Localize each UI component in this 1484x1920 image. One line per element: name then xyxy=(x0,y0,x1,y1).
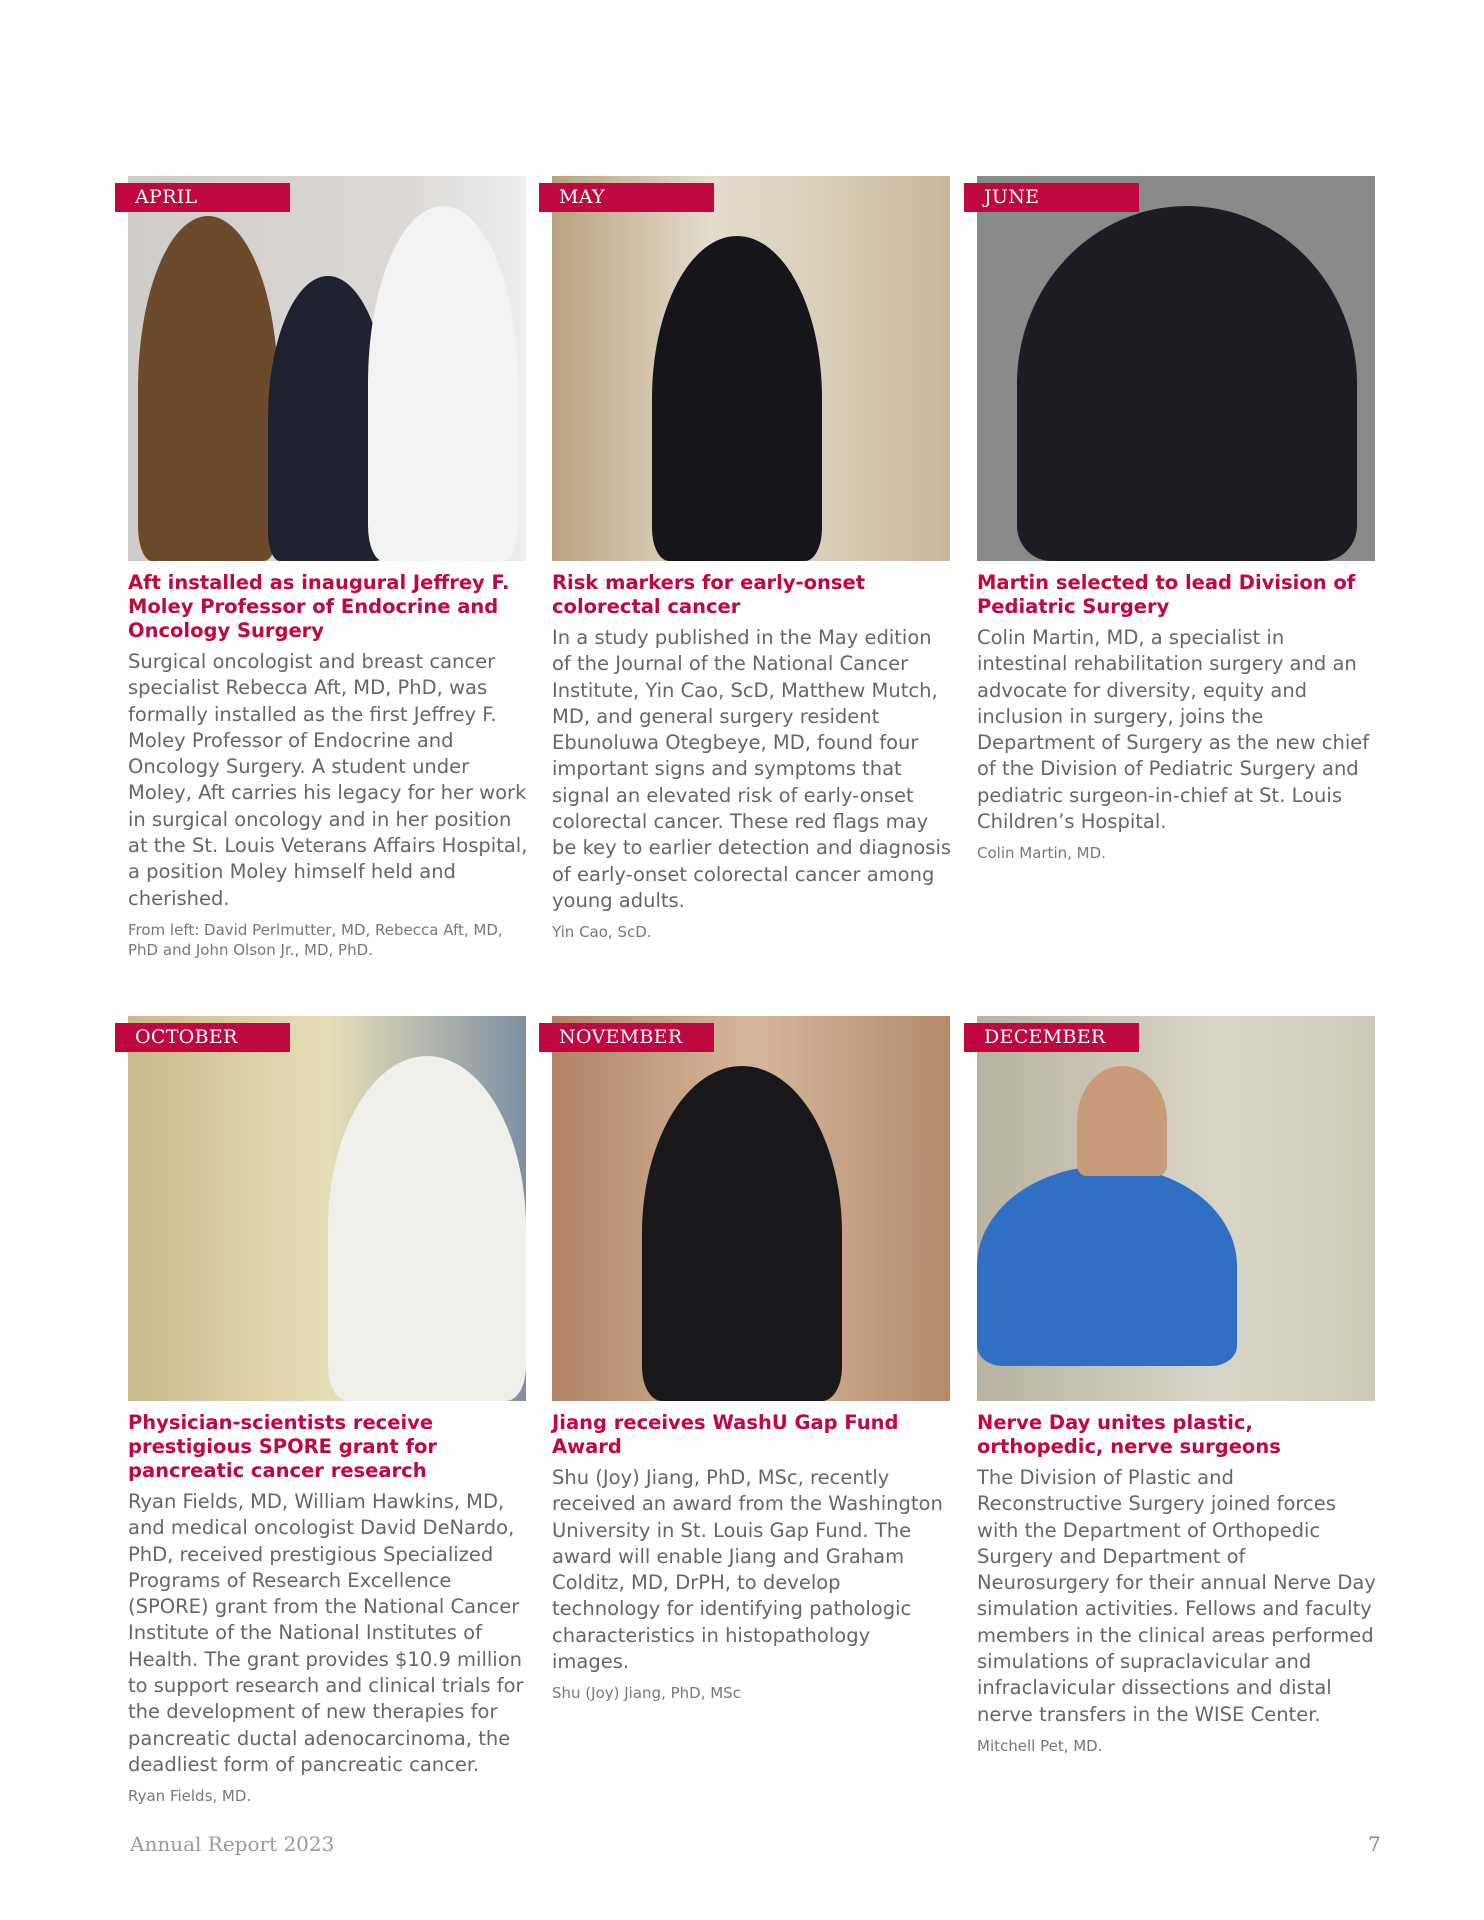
month-label: NOVEMBER xyxy=(539,1023,714,1052)
photo xyxy=(552,176,950,561)
headline: Martin selected to lead Division of Pediatric Surgery xyxy=(977,571,1356,618)
photo-caption: Shu (Joy) Jiang, PhD, MSc xyxy=(552,1684,741,1703)
photo-caption: From left: David Perlmutter, MD, Rebecca Aft, MD, PhD and John Olson Jr., MD, PhD. xyxy=(128,920,503,959)
photo-caption: Ryan Fields, MD. xyxy=(128,1787,252,1806)
headline: Aft installed as inaugural Jeffrey F. Moley Professor of Endocrine and Oncology Surgery xyxy=(128,571,510,642)
body-text: Ryan Fields, MD, William Hawkins, MD, and medical oncologist David DeNardo, PhD, received prestigious Specialized Programs of Research Excellence (SPORE) grant from the National Cancer Institute of the National Institutes of Health. The grant provides $10.9 million to support research and clinical trials for the development of new therapies for pancreatic ductal adenocarcinoma, the deadliest form of pancreatic cancer. xyxy=(128,1490,524,1776)
month-label: OCTOBER xyxy=(115,1023,290,1052)
photo xyxy=(977,1016,1375,1401)
month-label: JUNE xyxy=(964,183,1139,212)
photo xyxy=(128,1016,526,1401)
body-text: Colin Martin, MD, a specialist in intestinal rehabilitation surgery and an advocate for diversity, equity and inclusion in surgery, joins the Department of Surgery as the new chief of the Division of Pediatric Surgery and pediatric surgeon-in-chief at St. Louis Children’s Hospital. xyxy=(977,626,1370,834)
headline: Physician-scientists receive prestigious SPORE grant for pancreatic cancer research xyxy=(128,1411,437,1482)
photo-caption: Colin Martin, MD. xyxy=(977,844,1106,863)
photo xyxy=(977,176,1375,561)
month-label: DECEMBER xyxy=(964,1023,1139,1052)
month-label: APRIL xyxy=(115,183,290,212)
photo xyxy=(128,176,526,561)
body-text: Shu (Joy) Jiang, PhD, MSc, recently received an award from the Washington University in St. Louis Gap Fund. The award will enable Jiang and Graham Colditz, MD, DrPH, to develop technology for identifying pathologic characteristics in histopathology images. xyxy=(552,1466,943,1674)
photo xyxy=(552,1016,950,1401)
photo-caption: Yin Cao, ScD. xyxy=(552,923,652,942)
body-text: Surgical oncologist and breast cancer specialist Rebecca Aft, MD, PhD, was formally installed as the first Jeffrey F. Moley Professor of Endocrine and Oncology Surgery. A student under Moley, Aft carries his legacy for her work in surgical oncology and in her position at the St. Louis Veterans Affairs Hospital, a position Moley himself held and cherished. xyxy=(128,650,528,910)
body-text: The Division of Plastic and Reconstructive Surgery joined forces with the Department of Orthopedic Surgery and Department of Neurosurgery for their annual Nerve Day simulation activities. Fellows and faculty members in the clinical areas performed simulations of supraclavicular and infraclavicular dissections and distal nerve transfers in the WISE Center. xyxy=(977,1466,1376,1726)
headline: Nerve Day unites plastic, orthopedic, nerve surgeons xyxy=(977,1411,1281,1458)
photo-caption: Mitchell Pet, MD. xyxy=(977,1736,1103,1755)
body-text: In a study published in the May edition of the Journal of the National Cancer Institute, Yin Cao, ScD, Matthew Mutch, MD, and general surgery resident Ebunoluwa Otegbeye, MD, found four important signs and symptoms that signal an elevated risk of early-onset colorectal cancer. These red flags may be key to earlier detection and diagnosis of early-onset colorectal cancer among young adults. xyxy=(552,626,952,912)
page-number: 7 xyxy=(1368,1832,1381,1856)
report-title: Annual Report 2023 xyxy=(130,1832,335,1856)
headline: Jiang receives WashU Gap Fund Award xyxy=(552,1411,899,1458)
month-label: MAY xyxy=(539,183,714,212)
headline: Risk markers for early-onset colorectal cancer xyxy=(552,571,866,618)
